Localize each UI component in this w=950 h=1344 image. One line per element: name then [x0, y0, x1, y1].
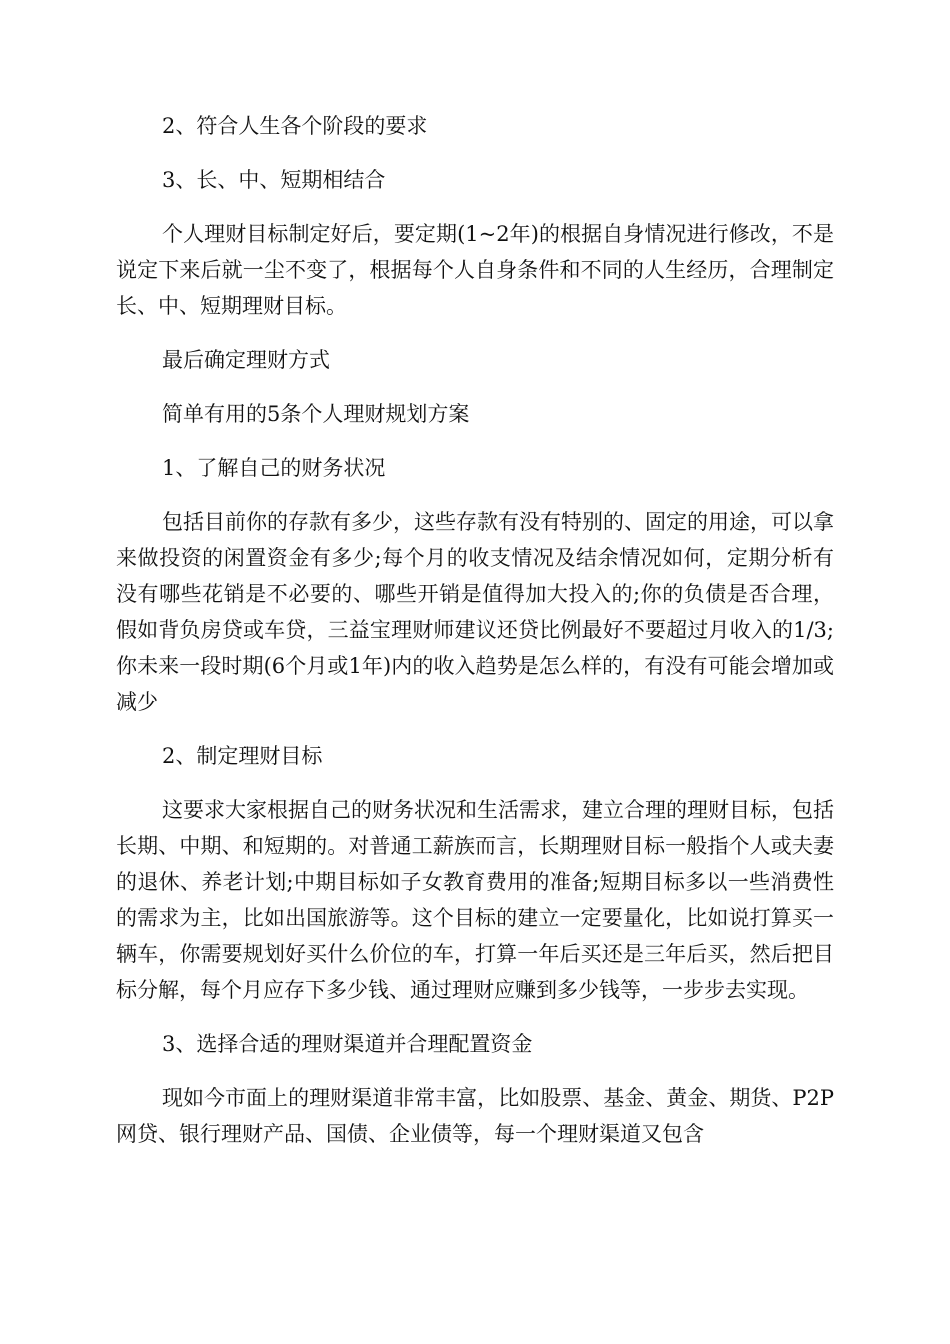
list-item-set-goals: 2、制定理财目标 — [162, 744, 323, 768]
list-item-know-finances: 1、了解自己的财务状况 — [162, 456, 386, 480]
list-item-life-stage-requirements: 2、符合人生各个阶段的要求 — [162, 114, 428, 138]
paragraph-goal-setting: 这要求大家根据自己的财务状况和生活需求，建立合理的理财目标，包括长期、中期、和短期的。对普通工薪族而言，长期理财目标一般指个人或夫妻的退休、养老计划;中期目标如子女教育费用的准备;短期目标多以一些消费性的需求为主，比如出国旅游等。这个目标的建立一定要量化，比如说打算买一辆车，你需要规划好买什么价位的车，打算一年后买还是三年后买，然后把目标分解，每个月应存下多少钱、通过理财应赚到多少钱等，一步步去实现。 — [116, 798, 834, 1002]
list-item-choose-channels: 3、选择合适的理财渠道并合理配置资金 — [162, 1032, 533, 1056]
paragraph-financial-status: 包括目前你的存款有多少，这些存款有没有特别的、固定的用途，可以拿来做投资的闲置资金有多少;每个月的收支情况及结余情况如何，定期分析有没有哪些花销是不必要的、哪些开销是值得加大投入的;你的负债是否合理，假如背负房贷或车贷，三益宝理财师建议还贷比例最好不要超过月收入的1/3;你未来一段时期(6个月或1年)内的收入趋势是怎么样的，有没有可能会增加或减少 — [116, 510, 834, 714]
paragraph-finance-channels: 现如今市面上的理财渠道非常丰富，比如股票、基金、黄金、期货、P2P网贷、银行理财产品、国债、企业债等，每一个理财渠道又包含 — [116, 1086, 834, 1146]
list-item-long-mid-short-term: 3、长、中、短期相结合 — [162, 168, 386, 192]
paragraph-goal-revision: 个人理财目标制定好后，要定期(1~2年)的根据自身情况进行修改，不是说定下来后就一尘不变了，根据每个人自身条件和不同的人生经历，合理制定长、中、短期理财目标。 — [116, 222, 834, 318]
document-body — [116, 108, 834, 1152]
heading-finance-method: 最后确定理财方式 — [162, 348, 330, 372]
heading-five-plans: 简单有用的5条个人理财规划方案 — [162, 402, 470, 426]
